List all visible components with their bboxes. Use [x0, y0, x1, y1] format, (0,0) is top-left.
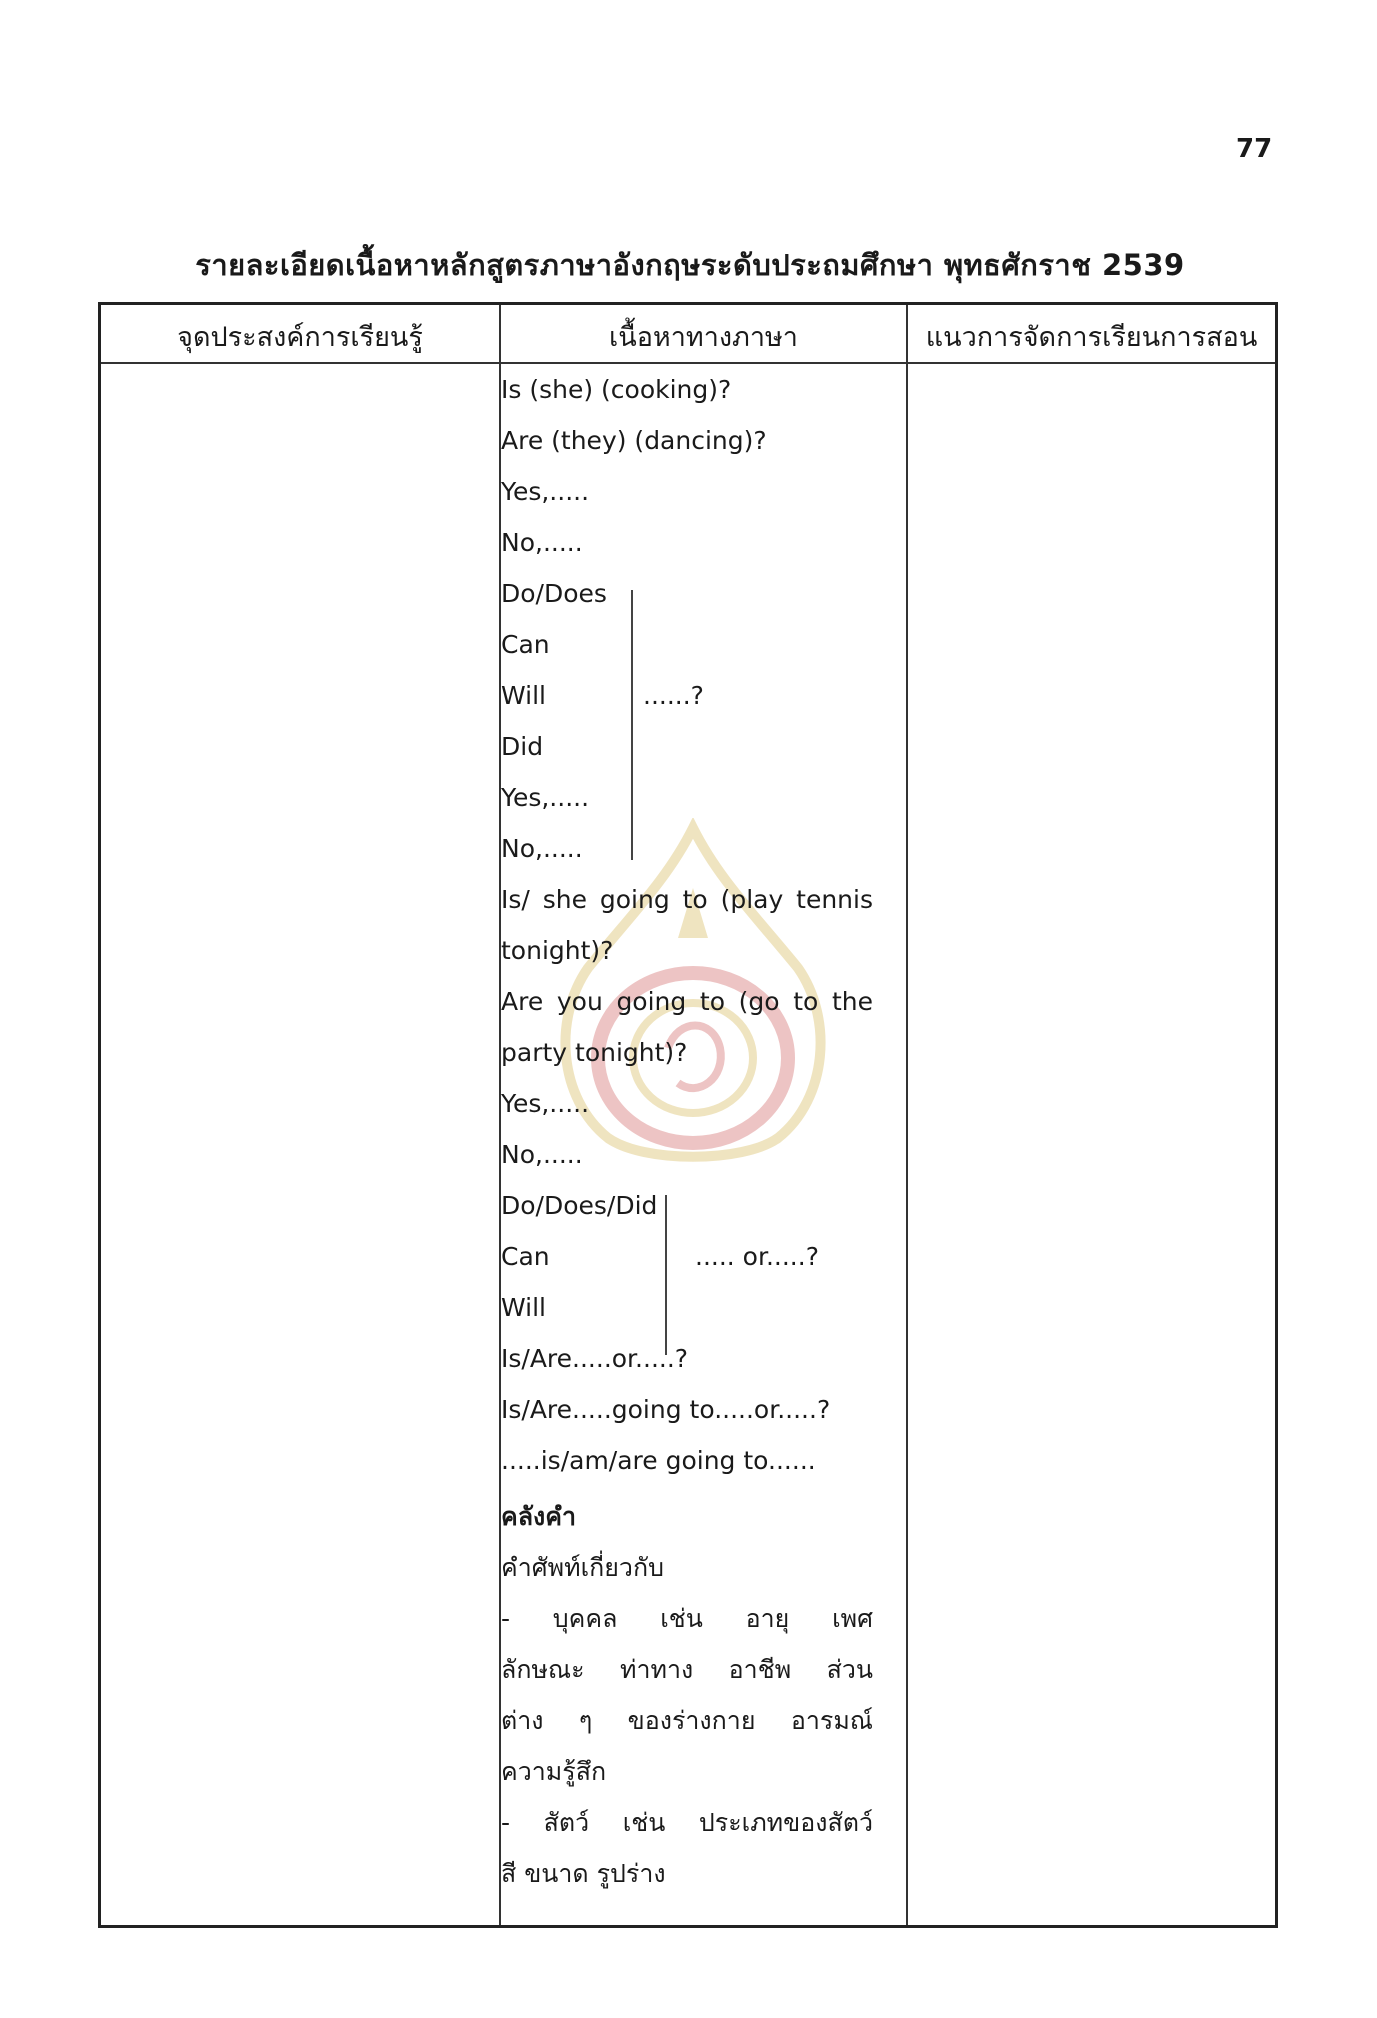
content-line: - สัตว์ เช่น ประเภทของสัตว์: [501, 1808, 873, 1837]
content-line: คำศัพท์เกี่ยวกับ: [501, 1553, 664, 1582]
content-line: Will: [501, 681, 547, 710]
group-question-suffix: ......?: [643, 681, 704, 710]
vocabulary-heading: คลังคำ: [501, 1502, 577, 1531]
content-line: No,.....: [501, 1140, 583, 1169]
header-divider: [101, 362, 1275, 364]
content-line: - บุคคล เช่น อายุ เพศ: [501, 1604, 873, 1633]
content-line: Yes,.....: [501, 1089, 590, 1118]
content-line: Is (she) (cooking)?: [501, 375, 732, 404]
content-line: สี ขนาด รูปร่าง: [501, 1859, 666, 1888]
content-line: tonight)?: [501, 936, 614, 965]
content-line: Are (they) (dancing)?: [501, 426, 767, 455]
content-line: Did: [501, 732, 544, 761]
content-line: Can: [501, 1242, 550, 1271]
document-title: รายละเอียดเนื้อหาหลักสูตรภาษาอังกฤษระดับประถมศึกษา พุทธศักราช 2539: [195, 248, 1185, 282]
content-line: Yes,.....: [501, 477, 590, 506]
content-line: Will: [501, 1293, 547, 1322]
page-number: 77: [1236, 134, 1273, 164]
content-line: party tonight)?: [501, 1038, 688, 1067]
header-teaching-approach: แนวการจัดการเรียนการสอน: [925, 322, 1258, 353]
header-language-content: เนื้อหาทางภาษา: [609, 322, 798, 353]
content-line: ความรู้สึก: [501, 1757, 607, 1786]
content-line: Is/Are.....going to.....or.....?: [501, 1395, 831, 1424]
column-divider: [906, 305, 908, 1925]
content-line: Is/ she going to (play tennis: [501, 885, 873, 914]
content-line: Is/Are.....or.....?: [501, 1344, 689, 1373]
content-line: .....is/am/are going to......: [501, 1446, 816, 1475]
group-question-suffix: ..... or.....?: [695, 1242, 819, 1271]
curriculum-table: [98, 302, 1278, 1928]
content-line: Do/Does/Did: [501, 1191, 658, 1220]
content-line: No,.....: [501, 834, 583, 863]
grouping-bracket: [665, 1195, 667, 1355]
content-line: Yes,.....: [501, 783, 590, 812]
content-line: No,.....: [501, 528, 583, 557]
grouping-bracket: [631, 590, 633, 860]
content-line: Do/Does: [501, 579, 607, 608]
content-line: ลักษณะ ท่าทาง อาชีพ ส่วน: [501, 1655, 873, 1684]
content-line: Can: [501, 630, 550, 659]
content-line: ต่าง ๆ ของร่างกาย อารมณ์: [501, 1706, 873, 1735]
content-line: Are you going to (go to the: [501, 987, 873, 1016]
header-learning-objectives: จุดประสงค์การเรียนรู้: [177, 322, 423, 353]
